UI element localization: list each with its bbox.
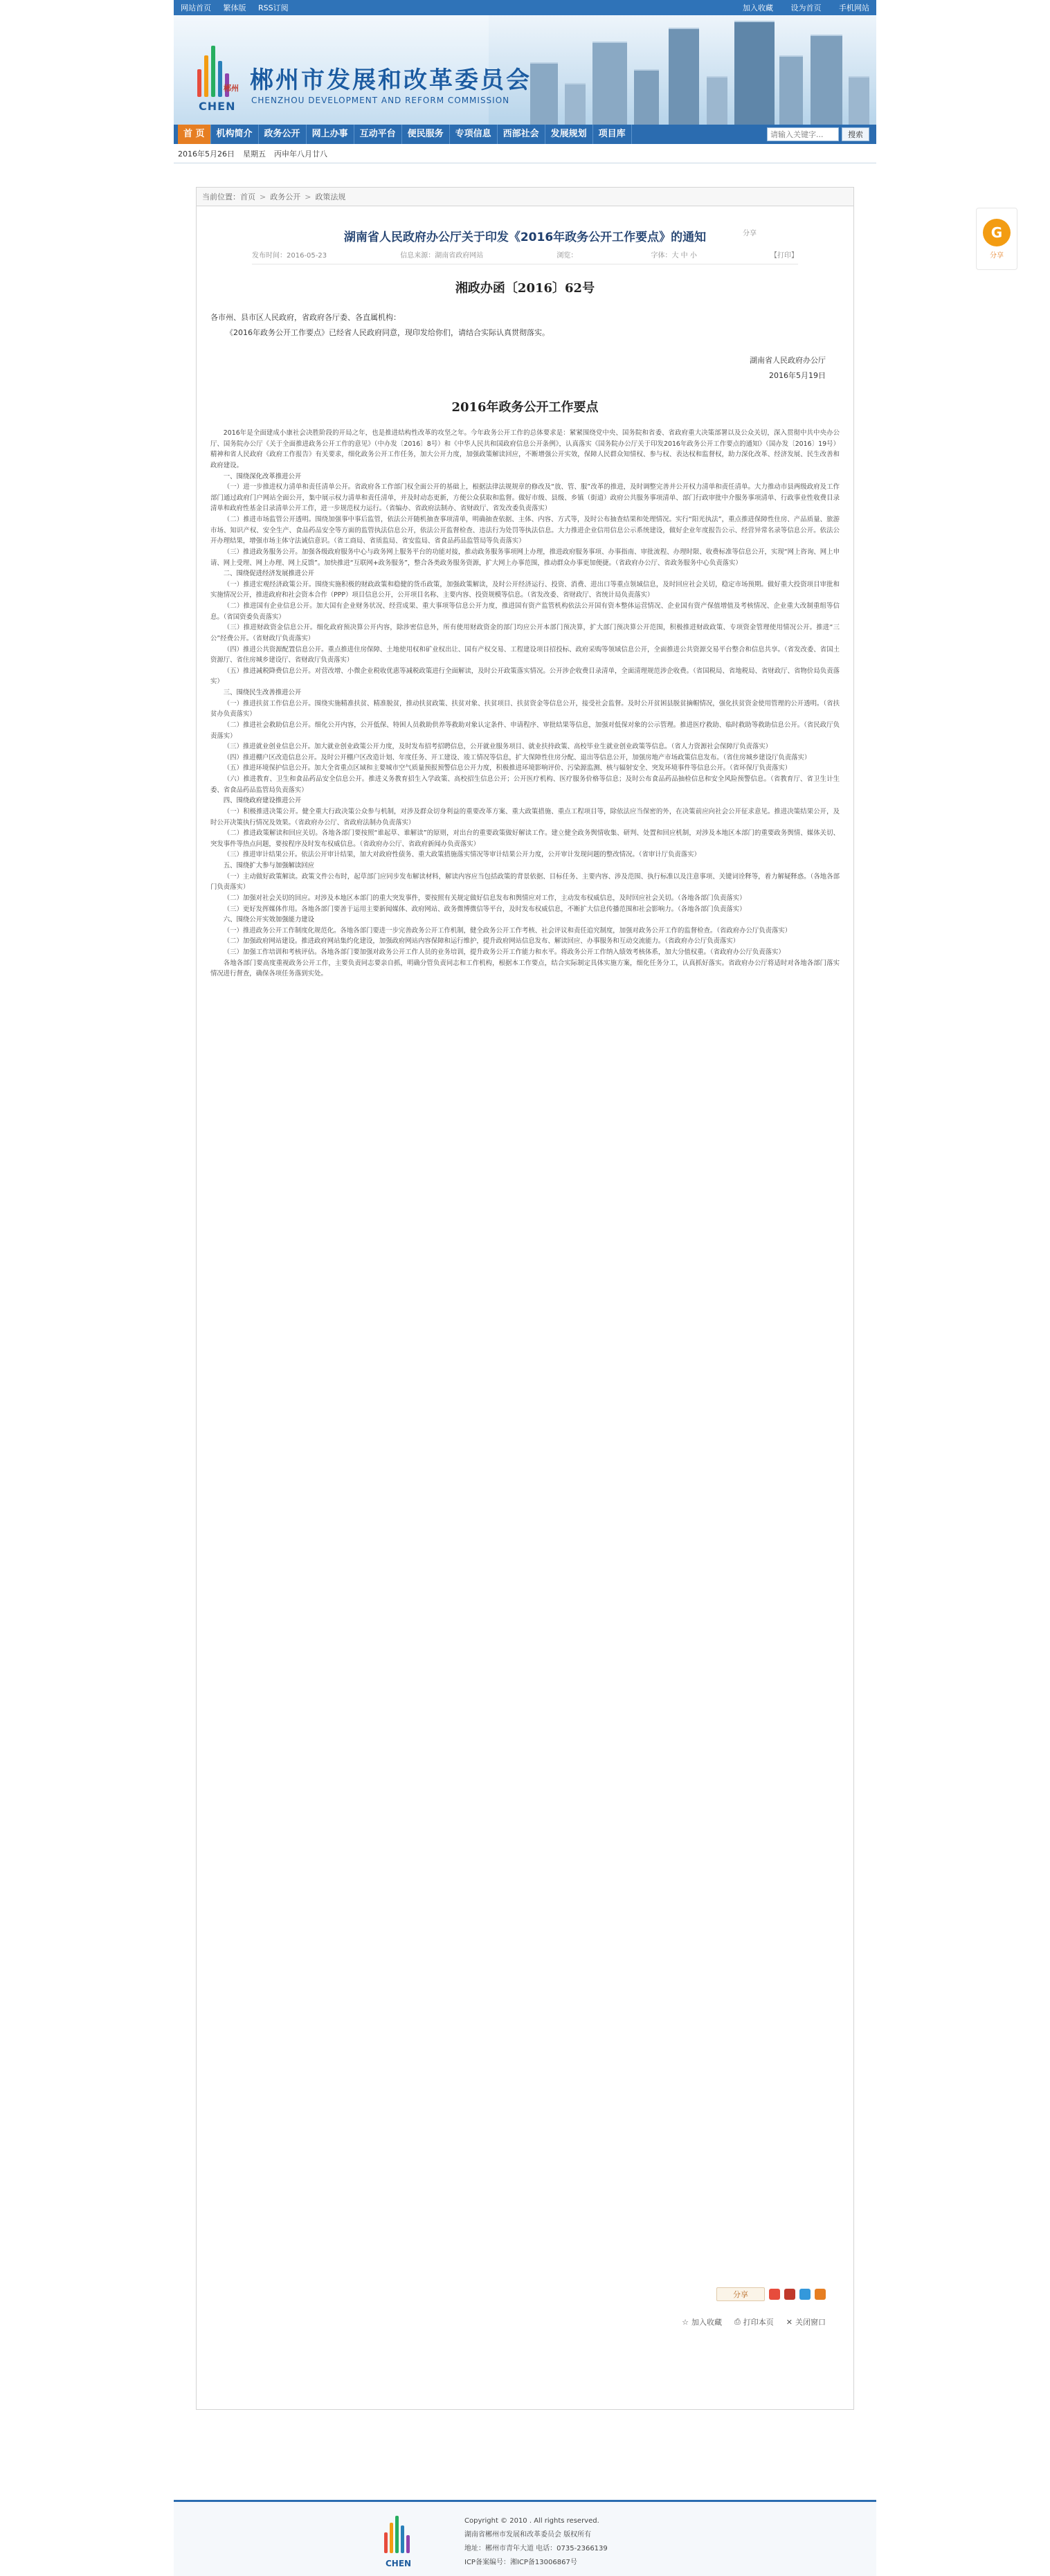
breadcrumb bbox=[196, 187, 854, 206]
body-paragraph: （六）推进教育、卫生和食品药品安全信息公开。推进义务教育招生入学政策、高校招生信息公开；公开医疗机构、医疗服务价格等信息；及时公布食品药品抽检信息和安全风险预警信息。（省教育厅、省卫生计生委、省食品药品监管局负责落实） bbox=[210, 775, 840, 794]
traditional-link[interactable]: 繁体版 bbox=[223, 3, 246, 12]
body-paragraph: 一、围绕深化改革推进公开 bbox=[223, 472, 302, 480]
intro-text: 《2016年政务公开工作要点》已经省人民政府同意，现印发给你们，请结合实际认真贯彻落实。 bbox=[226, 328, 550, 337]
nav-item-public-affairs[interactable]: 政务公开 bbox=[259, 125, 307, 144]
nav-item-special-info[interactable]: 专项信息 bbox=[450, 125, 498, 144]
qzone-icon[interactable] bbox=[799, 2289, 811, 2300]
set-homepage-link[interactable]: 设为首页 bbox=[790, 3, 822, 12]
page-wrapper bbox=[174, 0, 876, 2576]
body-paragraph: （四）推进棚户区改造信息公开。及时公开棚户区改造计划、年度任务、开工建设、竣工情况等信息，扩大保障性住房分配、退出等信息公开，加强房地产市场政策信息发布。（省住房城乡建设厅负责落实） bbox=[223, 753, 811, 762]
body-paragraph: （一）推进扶贫工作信息公开。围绕实施精准扶贫、精准脱贫，推动扶贫政策、扶贫对象、扶贫项目、扶贫资金等信息公开，接受社会监督。及时公开贫困县脱贫摘帽情况，强化扶贫资金使用管理的公开透明。（省扶贫办负责落实） bbox=[210, 699, 840, 719]
share-circle-icon: G bbox=[983, 219, 1011, 246]
share-label-button[interactable]: 分享 bbox=[716, 2287, 765, 2301]
lunar-date: 丙申年八月廿八 bbox=[274, 149, 327, 159]
print-tool[interactable] bbox=[734, 2316, 774, 2327]
body-paragraph: （三）加强工作培训和考核评估。各地各部门要加强对政务公开工作人员的业务培训，提升政务公开工作能力和水平。将政务公开工作纳入绩效考核体系，加大分值权重。（省政府办公厅负责落实） bbox=[223, 948, 785, 956]
site-footer bbox=[174, 2500, 876, 2576]
floating-share-label: 分享 bbox=[990, 251, 1004, 260]
body-paragraph: 二、围绕促进经济发展推进公开 bbox=[223, 570, 315, 578]
body-paragraph: （三）推进财政资金信息公开。细化政府预决算公开内容，除涉密信息外，所有使用财政资金的部门均应公开本部门预决算，扩大部门预决算公开范围，积极推进财政政策、专项资金管理使用情况公开。推进“三公”经费公开。（省财政厅负责落实） bbox=[210, 624, 840, 642]
weibo-icon[interactable] bbox=[769, 2289, 780, 2300]
body-paragraph: （三）推进政务服务公开。加强各级政府服务中心与政务网上服务平台的功能对接，推动政务服务事项网上办理，推进政府服务事项、办事指南、审批流程、办理时限、收费标准等信息公开，实现“网上咨询、网上申请、网上受理、网上办理、网上反馈”。加快推进“互联网+政务服务”，整合各类政务服务资源，扩大网上办事范围，推动群众办事更加便捷。（省政府办公厅、省政务服务中心负责落实） bbox=[210, 548, 840, 567]
breadcrumb-item-policy[interactable]: 政策法规 bbox=[315, 192, 346, 201]
top-bar bbox=[174, 0, 876, 15]
mobile-site-link[interactable]: 手机网站 bbox=[839, 3, 869, 12]
body-paragraph: （一）积极推进决策公开。健全重大行政决策公众参与机制，对涉及群众切身利益的重要改革方案、重大政策措施、重点工程项目等，除依法应当保密的外，在决策前应向社会公开征求意见。推进决策结果公开，及时公开决策执行情况及效果。（省政府办公厅、省政府法制办负责落实） bbox=[210, 807, 840, 827]
rss-link[interactable]: RSS订阅 bbox=[258, 3, 289, 12]
search-button[interactable]: 搜索 bbox=[842, 127, 869, 141]
share-bar bbox=[716, 2287, 826, 2301]
footer-logo-text: CHEN bbox=[386, 2559, 412, 2568]
footer-icp[interactable]: ICP备案编号：湘ICP备13006867号 bbox=[464, 2559, 577, 2566]
share-button[interactable]: 分享 bbox=[743, 230, 757, 237]
search-box bbox=[767, 127, 869, 141]
close-icon: ✕ bbox=[786, 2317, 793, 2327]
body-paragraph: （四）推进公共资源配置信息公开。重点推进住房保障、土地使用权和矿业权出让、国有产权交易、工程建设项目招投标、政府采购等领域信息公开，全面推进公共资源交易平台整合和信息共享。（省发改委、省国土资源厅、省住房城乡建设厅、省财政厅负责落实） bbox=[210, 645, 840, 665]
body-paragraph: 五、围绕扩大参与加强解读回应 bbox=[223, 862, 315, 870]
body-paragraph: （五）推进减税降费信息公开。对营改增、小微企业税收优惠等减税政策进行全面解读，及时公开政策落实情况。公开涉企收费目录清单，全面清理规范涉企收费。（省国税局、省地税局、省财政厅、省物价局负责落实） bbox=[210, 667, 840, 686]
body-paragraph: 四、围绕政府建设推进公开 bbox=[223, 797, 302, 805]
article-panel bbox=[196, 206, 854, 2410]
nav-item-planning[interactable]: 发展规划 bbox=[545, 125, 593, 144]
body-paragraph: （二）推进政策解读和回应关切。各地各部门要按照“谁起草、谁解读”的原则，对出台的重要政策做好解读工作。建立健全政务舆情收集、研判、处置和回应机制，对涉及本地区本部门的重要政务舆情、媒体关切、突发事件等热点问题，要按程序及时发布权威信息。（省政府办公厅、省政府新闻办负责落实） bbox=[210, 829, 840, 848]
signature-org: 湖南省人民政府办公厅 bbox=[750, 356, 826, 365]
body-paragraph: （二）加强政府网站建设。推进政府网站集约化建设，加强政府网站内容保障和运行维护，提升政府网站信息发布、解读回应、办事服务和互动交流能力。（省政府办公厅负责落实） bbox=[223, 937, 740, 946]
skyline-image bbox=[489, 15, 876, 125]
close-tool[interactable] bbox=[786, 2316, 826, 2327]
body-paragraph: （五）推进环境保护信息公开。加大全省重点区域和主要城市空气质量预报预警信息公开力度，积极推进环境影响评价、污染源监测、核与辐射安全、突发环境事件等信息公开。（省环保厅负责落实） bbox=[223, 764, 792, 773]
body-paragraph: （一）进一步推进权力清单和责任清单公开。省政府各工作部门权全面公开的基础上，根据法律法规规章的修改及“放、管、服”改革的推进，及时调整完善并公开权力清单和责任清单。大力推动市县两级政府及工作部门通过政府门户网站全面公开，集中展示权力清单和责任清单，并及时动态更新，方便公众获取和监督。做好市级、县级、乡镇（街道）政府公共服务事项清单、部门行政审批中介服务事项清单、行政事业性收费目录清单和政府性基金目录清单公开工作，进一步规范权力运行。（省编办、省政府法制办、省财政厅、省发改委负责落实） bbox=[210, 483, 840, 513]
body-paragraph: （三）推进就业创业信息公开。加大就业创业政策公开力度，及时发布招考招聘信息，公开就业服务项目、就业扶持政策、高校毕业生就业创业政策等信息。（省人力资源社会保障厅负责落实） bbox=[223, 743, 772, 751]
current-weekday: 星期五 bbox=[243, 149, 266, 159]
favorite-tool-label: 加入收藏 bbox=[691, 2318, 722, 2327]
section-title: 2016年政务公开工作要点 bbox=[451, 400, 599, 415]
body-paragraph: （一）推进宏观经济政策公开。围绕实施积极的财政政策和稳健的货币政策，加强政策解读，及时公开经济运行、投资、消费、进出口等重点领域信息，及时回应社会关切，稳定市场预期。做好重大投资项目审批和实施情况公开，推进政府和社会资本合作（PPP）项目信息公开，公开项目名称、主要内容、投资规模等信息。（省发改委、省财政厅、省统计局负责落实） bbox=[210, 580, 840, 600]
body-paragraph: （二）加强对社会关切的回应。对涉及本地区本部门的重大突发事件，要按照有关规定做好信息发布和舆情应对工作，主动发布权威信息，及时回应社会关切。（各地各部门负责落实） bbox=[223, 894, 746, 902]
body-paragraph: （二）推进社会救助信息公开。细化公开内容，公开低保、特困人员救助供养等救助对象认定条件、申请程序、审批结果等信息，加强对低保对象的公示管理。推进医疗救助、临时救助等救助信息公开。（省民政厅负责落实） bbox=[210, 721, 840, 740]
home-link[interactable]: 网站首页 bbox=[181, 3, 211, 12]
search-input[interactable] bbox=[767, 127, 839, 141]
copyright-text: Copyright © 2010 . All rights reserved. bbox=[464, 2517, 599, 2525]
favorite-tool[interactable] bbox=[682, 2316, 722, 2327]
breadcrumb-item-public[interactable]: 政务公开 bbox=[270, 192, 301, 201]
document-number: 湘政办函〔2016〕62号 bbox=[455, 281, 595, 296]
nav-item-projects[interactable]: 项目库 bbox=[593, 125, 632, 144]
logo-cn-text: 郴州 bbox=[224, 84, 239, 93]
print-link[interactable]: 【打印】 bbox=[770, 252, 798, 260]
breadcrumb-separator: > bbox=[260, 192, 266, 201]
nav-item-online-services[interactable]: 网上办事 bbox=[307, 125, 354, 144]
footer-info bbox=[464, 2514, 608, 2570]
body-paragraph: 各地各部门要高度重视政务公开工作，主要负责同志要亲自抓，明确分管负责同志和工作机构，根据本工作要点，结合实际制定具体实施方案，细化任务分工，认真抓好落实。省政府办公厅将适时对各地各部门落实情况进行督查，确保各项任务落到实处。 bbox=[210, 959, 840, 978]
site-subtitle: CHENZHOU DEVELOPMENT AND REFORM COMMISSION bbox=[251, 96, 510, 105]
site-title: 郴州市发展和改革委员会 bbox=[250, 66, 532, 94]
top-bar-right bbox=[727, 2, 869, 13]
signature-block bbox=[750, 353, 826, 384]
print-tool-label: 打印本页 bbox=[743, 2318, 774, 2327]
article-body bbox=[210, 428, 840, 980]
body-paragraph: 2016年是全面建成小康社会决胜阶段的开局之年，也是推进结构性改革的攻坚之年。今年政务公开工作的总体要求是：紧紧围绕党中央、国务院和省委、省政府重大决策部署以及公众关切，深入贯彻中共中央办公厅、国务院办公厅《关于全面推进政务公开工作的意见》（中办发〔2016〕8号）和《中华人民共和国政府信息公开条例》，认真落实《国务院办公厅关于印发2016年政务公开工作要点的通知》（国办发〔2016〕19号）精神和省人民政府《政府工作报告》有关要求，细化政务公开工作任务，加大公开力度，加强政策解读回应，不断增强公开实效，保障人民群众知情权、参与权、表达权和监督权，助力深化改革、经济发展、民生改善和政府建设。 bbox=[210, 429, 840, 469]
signature-date: 2016年5月19日 bbox=[769, 371, 826, 380]
font-size-switch[interactable]: 字体：大 中 小 bbox=[651, 252, 697, 260]
current-date: 2016年5月26日 bbox=[178, 149, 235, 159]
breadcrumb-separator: > bbox=[305, 192, 311, 201]
body-paragraph: （三）更好发挥媒体作用。各地各部门要善于运用主要新闻媒体、政府网站、政务微博微信等平台，及时发布权威信息，不断扩大信息传播范围和社会影响力。（各地各部门负责落实） bbox=[223, 905, 746, 913]
addressee: 各市州、县市区人民政府，省政府各厅委、各直属机构： bbox=[210, 313, 401, 322]
printer-icon: ⎙ bbox=[734, 2317, 741, 2326]
star-icon: ☆ bbox=[682, 2317, 689, 2327]
breadcrumb-prefix: 当前位置： bbox=[202, 192, 240, 201]
footer-org: 湖南省郴州市发展和改革委员会 版权所有 bbox=[464, 2531, 592, 2539]
info-source: 信息来源：湖南省政府网站 bbox=[400, 252, 484, 260]
site-banner bbox=[174, 15, 876, 125]
view-count: 浏览： bbox=[556, 252, 578, 260]
nav-item-convenience[interactable]: 便民服务 bbox=[402, 125, 450, 144]
main-nav bbox=[174, 125, 876, 144]
more-share-icon[interactable] bbox=[815, 2289, 826, 2300]
article-meta bbox=[252, 249, 798, 264]
close-tool-label: 关闭窗口 bbox=[795, 2318, 826, 2327]
nav-item-home[interactable]: 首 页 bbox=[178, 125, 211, 144]
document-address bbox=[210, 310, 840, 341]
article-title: 湖南省人民政府办公厅关于印发《2016年政务公开工作要点》的通知 bbox=[343, 231, 707, 244]
date-bar bbox=[174, 144, 876, 163]
body-paragraph: （二）推进国有企业信息公开。加大国有企业财务状况、经营成果、重大事项等信息公开力度，推进国有资产监管机构依法公开国有资本整体运营情况、企业国有资产保值增值及考核情况、企业重大改制重组等信息。（省国资委负责落实） bbox=[210, 602, 840, 621]
favorite-link[interactable]: 加入收藏 bbox=[743, 3, 773, 12]
body-paragraph: （一）推进政务公开工作制度化规范化。各地各部门要进一步完善政务公开工作机制，健全政务公开工作考核、社会评议和责任追究制度，加强对政务公开工作的监督检查。（省政府办公厅负责落实） bbox=[223, 926, 792, 935]
nav-item-western[interactable]: 西部社会 bbox=[498, 125, 545, 144]
top-bar-left bbox=[181, 2, 298, 13]
body-paragraph: （二）推进市场监管公开透明。围绕加强事中事后监管，依法公开随机抽查事项清单，明确抽查依据、主体、内容、方式等，及时公布抽查结果和处理情况。实行“阳光执法”，重点推进保障性住房、产品质量、旅游市场、知识产权、安全生产、食品药品安全等方面的监管执法信息公开，依法公开监督检查、违法行为处罚等执法信息。大力推进企业信用信息公示系统建设，做好企业年度报告公示、经营异常名录等信息公开。依法公开办理结果，增强市场主体守法诚信意识。（省工商局、省质监局、省安监局、省食品药品监管局等负责落实） bbox=[210, 516, 840, 546]
publish-date: 发布时间：2016-05-23 bbox=[252, 252, 327, 260]
logo-en-text: CHEN bbox=[199, 100, 236, 113]
nav-item-interaction[interactable]: 互动平台 bbox=[354, 125, 402, 144]
body-paragraph: 六、围绕公开实效加强能力建设 bbox=[223, 916, 315, 924]
article-tools bbox=[682, 2316, 826, 2327]
floating-share-widget[interactable] bbox=[976, 208, 1017, 270]
body-paragraph: 三、围绕民生改善推进公开 bbox=[223, 689, 302, 696]
body-paragraph: （一）主动做好政策解读。政策文件公布时，起草部门应同步发布解读材料，解读内容应当包括政策的背景依据、目标任务、主要内容、涉及范围、执行标准以及注意事项、关键词诠释等，着力解疑释惑。（各地各部门负责落实） bbox=[210, 872, 840, 892]
footer-address: 地址：郴州市青年大道 电话：0735-2366139 bbox=[464, 2545, 608, 2552]
body-paragraph: （三）推进审计结果公开。依法公开审计结果，加大对政府性债务、重大政策措施落实情况等审计结果公开力度，公开审计发现问题的整改情况。（省审计厅负责落实） bbox=[223, 851, 700, 859]
nav-item-about[interactable]: 机构简介 bbox=[211, 125, 259, 144]
breadcrumb-item-home[interactable]: 首页 bbox=[240, 192, 255, 201]
pdf-icon[interactable] bbox=[784, 2289, 795, 2300]
